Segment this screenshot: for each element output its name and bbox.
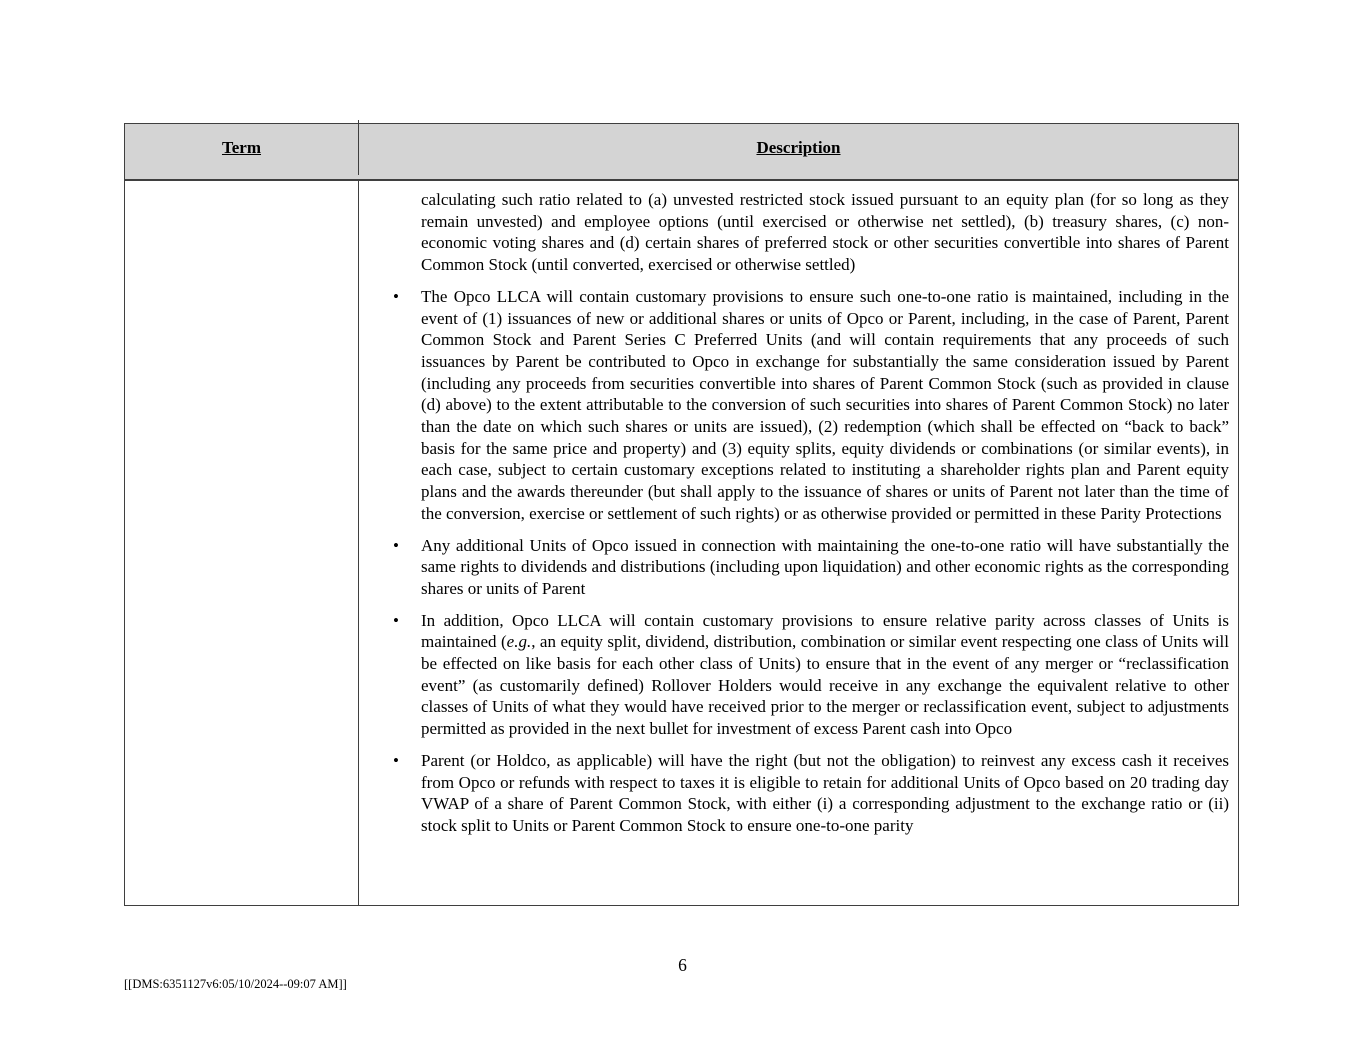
- paragraph-text: Any additional Units of Opco issued in connection with maintaining the one-to-one ratio will have substantially the same rights to dividends and distributions (including upon liquidation) and other economic rights as the corresponding shares or units of Parent: [421, 535, 1229, 598]
- description-paragraph: [393, 189, 1229, 276]
- paragraph-text: calculating such ratio related to (a) unvested restricted stock issued pursuant to an equity plan (for so long as they remain unvested) and employee options (until exercised or otherwise net settled), (b) treasury shares, (c) non-economic voting shares and (d) certain shares of preferred stock or other securities convertible into shares of Parent Common Stock (until converted, exercised or otherwise settled): [421, 190, 1229, 275]
- bullet-icon: •: [393, 286, 399, 306]
- page-number: 6: [678, 955, 687, 975]
- description-paragraph: [393, 535, 1229, 600]
- term-column-header: Term: [125, 120, 359, 175]
- paragraph-text: The Opco LLCA will contain customary provisions to ensure such one-to-one ratio is maintained, including in the event of (1) issuances of new or additional shares or units of Opco or Parent, including, in the case of Parent, Parent Common Stock and Parent Series C Preferred Units (and will contain requirements that any proceeds of such issuances by Parent be contributed to Opco in exchange for substantially the same consideration issued by Parent (including any proceeds from securities convertible into shares of Parent Common Stock (such as provided in clause (d) above) to the extent attributable to the conversion of such securities into shares of Parent Common Stock) no later than the date on which such shares or units are issued), (2) redemption (which shall be effected on “back to back” basis for the same price and property) and (3) equity splits, equity dividends or combinations (or similar events), in each case, subject to certain customary exceptions related to instituting a shareholder rights plan and Parent equity plans and the awards thereunder (but shall apply to the issuance of shares or units of Parent not later than the time of the conversion, exercise or settlement of such rights) or as otherwise provided or permitted in these Parity Protections: [421, 286, 1229, 523]
- description-paragraph: [393, 610, 1229, 740]
- table-header-row: [125, 124, 1238, 181]
- description-cell: [359, 181, 1238, 905]
- bullet-icon: •: [393, 750, 399, 770]
- term-description-table: [124, 123, 1239, 906]
- paragraph-text-italic: e.g.: [506, 632, 532, 652]
- description-column-header: Description: [756, 137, 841, 157]
- description-paragraph: [393, 286, 1229, 525]
- paragraph-text: , an equity split, dividend, distribution, combination or similar event respecting one class of Units will be effected on like basis for each other class of Units) to ensure that in the event of any merger or “reclassification event” (as customarily defined) Rollover Holders would receive in any exchange the equivalent relative to other classes of Units of what they would have received prior to the merger or reclassification event, subject to adjustments permitted as provided in the next bullet for investment of excess Parent cash into Opco: [421, 632, 1229, 739]
- bullet-icon: •: [393, 535, 399, 555]
- bullet-icon: •: [393, 610, 399, 630]
- description-paragraph: [393, 750, 1229, 837]
- paragraph-text: Parent (or Holdco, as applicable) will have the right (but not the obligation) to reinvest any excess cash it receives from Opco or refunds with respect to taxes it is eligible to retain for additional Units of Opco based on 20 trading day VWAP of a share of Parent Common Stock, with either (i) a corresponding adjustment to the exchange ratio or (ii) stock split to Units or Parent Common Stock to ensure one-to-one parity: [421, 750, 1229, 835]
- document-stamp: [[DMS:6351127v6:05/10/2024--09:07 AM]]: [124, 977, 347, 991]
- table-body-row: [125, 181, 1238, 905]
- paragraph-text: In addition, Opco LLCA will contain customary provisions to ensure relative parity across classes of Units is maintained (: [421, 610, 1229, 652]
- term-cell: [125, 181, 359, 905]
